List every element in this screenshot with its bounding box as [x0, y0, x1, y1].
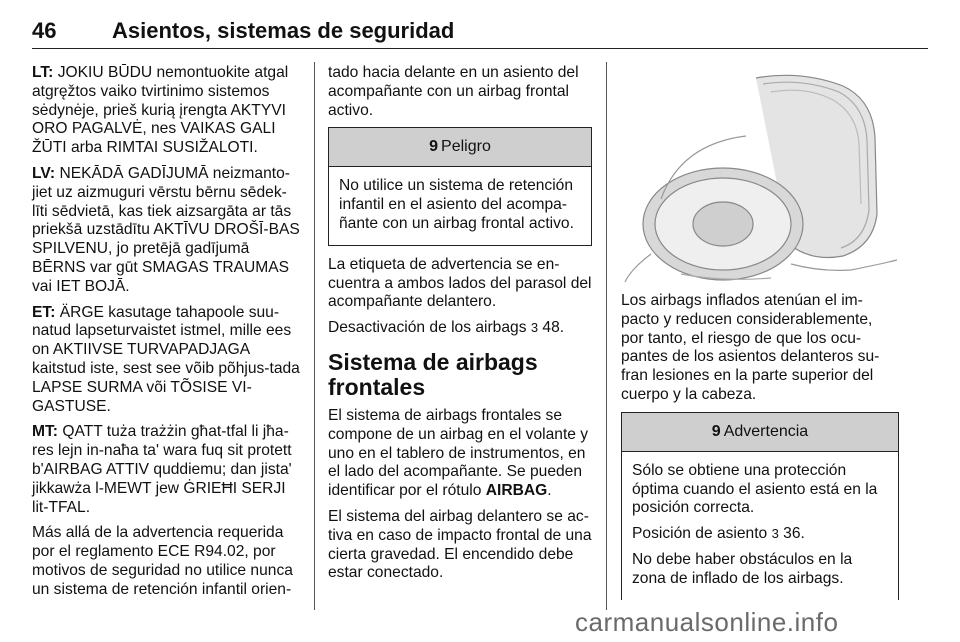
warning-box-body: [622, 452, 898, 600]
page-header: [32, 8, 928, 49]
deactivation-reference: [328, 319, 592, 338]
airbag-label: AIRBAG: [485, 482, 548, 500]
paragraph-continued: tado hacia delante en un asiento del acompañante con un airbag frontal activo.: [328, 64, 579, 119]
lang-code-lt: LT:: [32, 64, 54, 81]
paragraph-mt: [32, 423, 302, 517]
column-2: [328, 64, 592, 590]
airbag-paragraph-2: El sistema del airbag delantero se ac-tiva en caso de impacto frontal de una cierta gravedad. El encendido debe estar conectado.: [328, 507, 592, 582]
column-1: [32, 64, 302, 607]
warning-triangle-icon: 9: [711, 422, 721, 440]
lang-code-mt: MT:: [32, 423, 58, 441]
seat-position-page: 36.: [778, 525, 805, 543]
deactivation-page: 48.: [538, 319, 565, 337]
paragraph-et: [32, 304, 302, 417]
lt-text: JOKIU BŪDU nemontuokite atgal atgręžtos vaiko tvirtinimo sistemos sėdynėje, prieš kurią įrengta AKTYVI ORO PAGALVĖ, nes VAIKAS GALI ŽŪTI arba RIMTAI SUSIŽALOTI.: [32, 64, 289, 157]
watermark: carmanualsonline.info: [575, 607, 839, 637]
paragraph-lv: [32, 165, 302, 297]
danger-text: No utilice un sistema de retención infantil en el asiento del acompa-ñante con un airbag frontal activo.: [339, 177, 574, 232]
column-divider-1: [314, 62, 315, 610]
airbags-effect-paragraph: Los airbags inflados atenúan el im-pacto y reducen considerablemente, por tanto, el riesgo de que los ocu-pantes de los asientos delanteros su-fran lesiones en la parte superior del cuerpo y la cabeza.: [621, 292, 880, 403]
danger-box-header: [329, 128, 591, 167]
column-3: [621, 64, 899, 610]
seat-position-text: Posición de asiento: [632, 525, 772, 543]
column-divider-2: [606, 62, 607, 610]
et-text: ÄRGE kasutage tahapoole suu-natud lapseturvaistet istmel, mille ees on AKTIIVSE TURVAPADJAGA kaitstud iste, sest see võib põhjus-tada LAPSE SURMA või TÕSISE VI-GASTUSE.: [32, 303, 300, 415]
section-heading: Sistema de airbags frontales: [328, 348, 538, 400]
danger-box: [328, 127, 592, 245]
lang-code-et: ET:: [32, 303, 56, 321]
danger-title: Peligro: [441, 138, 491, 156]
page-number: 46: [32, 18, 57, 43]
airbag-period: .: [547, 482, 552, 500]
warning-text-1: Sólo se obtiene una protección óptima cuando el asiento está en la posición correcta.: [632, 461, 878, 517]
warning-title: Advertencia: [723, 422, 809, 440]
danger-box-body: [329, 167, 591, 244]
page-ref-arrow-icon: 3: [771, 526, 779, 542]
warning-triangle-icon: 9: [429, 138, 439, 156]
warning-box-header: [622, 413, 898, 452]
section-title: Asientos, sistemas de seguridad: [112, 18, 455, 43]
lang-code-lv: LV:: [32, 164, 56, 182]
lv-text: NEKĀDĀ GADĪJUMĀ neizmanto-jiet uz aizmuguri vērstu bērnu sēdek-līti sēdvietā, kas tiek aizsargāta ar tās priekšā uzstādītu AKTĪVU DROŠĪ-BAS SPILVENU, jo pretējā gadījumā BĒRNS var gūt SMAGAS TRAUMAS vai IET BOJĀ.: [32, 164, 300, 295]
paragraph-lt: [32, 64, 302, 158]
paragraph-es: Más allá de la advertencia requerida por el reglamento ECE R94.02, por motivos de seguridad no utilice nunca un sistema de retención infantil orien-: [32, 524, 293, 598]
label-paragraph: La etiqueta de advertencia se en-cuentra a ambos lados del parasol del acompañante delantero.: [328, 255, 592, 311]
mt-text: QATT tuża trażżin għat-tfal li jħa-res lejn in-naħa ta' wara fuq sit protett b'AIRBAG ATTIV quddiemu; dan jista' jikkawża l-MEWT jew ĠRIEĦI SERJI lit-TFAL.: [32, 423, 292, 516]
warning-text-2: [632, 525, 888, 544]
warning-box: [621, 412, 899, 600]
airbag-text: El sistema de airbags frontales se compone de un airbag en el volante y uno en el tablero de instrumentos, en el lado del acompañante. Se pueden identificar por el rótulo: [328, 406, 589, 500]
airbag-illustration: [621, 64, 899, 284]
airbag-paragraph-1: [328, 407, 592, 501]
warning-text-3: No debe haber obstáculos en la zona de inflado de los airbags.: [632, 550, 853, 587]
page-ref-arrow-icon: 3: [530, 320, 539, 336]
deactivation-text: Desactivación de los airbags: [328, 319, 531, 337]
